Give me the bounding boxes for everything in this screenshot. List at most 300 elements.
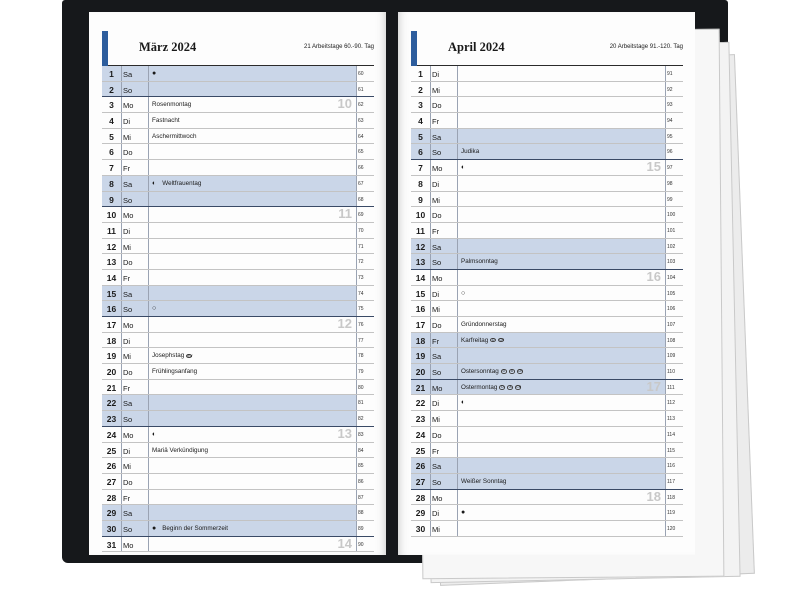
day-number: 12 xyxy=(415,241,426,252)
week-number: 15 xyxy=(646,159,661,175)
column-divider xyxy=(148,443,149,458)
column-divider xyxy=(121,97,122,112)
left-page-march xyxy=(89,12,386,555)
day-row xyxy=(411,521,683,537)
column-divider xyxy=(356,317,357,332)
column-divider xyxy=(457,490,458,505)
column-divider xyxy=(430,411,431,426)
weekday-abbrev: Do xyxy=(432,211,442,221)
day-row xyxy=(102,254,374,270)
weekend-shading xyxy=(102,395,356,410)
day-row xyxy=(411,380,683,396)
column-divider xyxy=(148,427,149,442)
column-divider xyxy=(665,458,666,473)
day-of-year: 101 xyxy=(667,227,676,234)
column-divider xyxy=(457,254,458,269)
day-number: 18 xyxy=(415,335,426,346)
day-row xyxy=(102,348,374,364)
event-label: Judika xyxy=(461,148,480,156)
day-row xyxy=(102,474,374,490)
day-number: 27 xyxy=(415,476,426,487)
day-number: 31 xyxy=(106,539,117,550)
day-number: 22 xyxy=(106,398,117,409)
weekday-abbrev: Sa xyxy=(123,179,133,189)
event-text xyxy=(152,101,191,108)
column-divider xyxy=(457,427,458,442)
day-of-year: 72 xyxy=(358,259,364,266)
column-divider xyxy=(356,207,357,222)
day-of-year: 67 xyxy=(358,180,364,187)
column-divider xyxy=(430,270,431,285)
column-divider xyxy=(665,66,666,81)
day-number: 28 xyxy=(415,492,426,503)
day-of-year: 76 xyxy=(358,322,364,328)
day-of-year: 96 xyxy=(667,149,673,156)
column-divider xyxy=(457,411,458,426)
day-of-year: 92 xyxy=(667,86,673,93)
weekday-abbrev: Di xyxy=(123,446,131,456)
workdays-info: 21 Arbeitstage 60.-90. Tag xyxy=(304,44,374,50)
weekday-abbrev: Fr xyxy=(432,336,440,346)
week-number: 16 xyxy=(646,268,661,284)
column-divider xyxy=(148,380,149,395)
event-text xyxy=(461,337,504,344)
region-badge: A xyxy=(509,384,512,389)
column-divider xyxy=(148,176,149,191)
column-divider xyxy=(457,223,458,238)
weekday-abbrev: Mi xyxy=(123,462,131,472)
region-badge: CH xyxy=(517,369,523,374)
column-divider xyxy=(430,490,431,505)
moon-half-icon: ◐ xyxy=(152,430,157,438)
column-divider xyxy=(121,82,122,97)
day-row xyxy=(102,380,374,396)
accent-bar xyxy=(411,31,417,66)
weekday-abbrev: Sa xyxy=(123,289,133,299)
day-of-year: 106 xyxy=(667,306,676,313)
weekday-abbrev: Mo xyxy=(432,493,443,503)
day-number: 23 xyxy=(106,414,117,425)
day-row xyxy=(411,176,683,192)
day-row xyxy=(102,458,374,474)
day-of-year: 111 xyxy=(667,384,675,391)
day-of-year: 79 xyxy=(358,369,364,376)
event-text xyxy=(152,180,201,187)
column-divider xyxy=(457,270,458,285)
event-text xyxy=(152,368,197,375)
column-divider xyxy=(121,505,122,520)
event-text xyxy=(152,305,162,312)
weekday-abbrev: Di xyxy=(432,289,440,299)
column-divider xyxy=(356,254,357,269)
column-divider xyxy=(665,333,666,348)
week-number: 18 xyxy=(646,488,661,504)
day-row xyxy=(102,490,374,506)
weekend-shading xyxy=(102,411,356,426)
column-divider xyxy=(430,129,431,144)
column-divider xyxy=(356,458,357,473)
column-divider xyxy=(356,301,357,316)
day-row xyxy=(102,333,374,349)
column-divider xyxy=(665,364,666,379)
event-text xyxy=(461,478,506,485)
day-row xyxy=(411,97,683,113)
event-label: Beginn der Sommerzeit xyxy=(162,524,229,532)
column-divider xyxy=(457,333,458,348)
day-of-year: 75 xyxy=(358,306,364,313)
weekend-shading xyxy=(102,82,356,97)
day-of-year: 65 xyxy=(358,149,364,156)
weekday-abbrev: So xyxy=(123,305,133,315)
day-number: 30 xyxy=(415,523,426,534)
day-row xyxy=(102,427,374,443)
day-of-year: 112 xyxy=(667,400,675,407)
weekday-abbrev: Di xyxy=(123,226,131,236)
day-number: 2 xyxy=(109,84,114,95)
day-of-year: 104 xyxy=(667,274,676,281)
day-number: 25 xyxy=(415,445,426,456)
column-divider xyxy=(356,411,357,426)
weekday-abbrev: Do xyxy=(432,321,442,330)
day-row xyxy=(411,301,683,317)
workdays-info: 20 Arbeitstage 91.-120. Tag xyxy=(609,44,683,50)
column-divider xyxy=(430,380,431,395)
column-divider xyxy=(356,144,357,159)
day-number: 1 xyxy=(109,69,114,79)
day-number: 26 xyxy=(415,461,426,472)
day-number: 25 xyxy=(106,445,117,456)
day-row xyxy=(102,82,374,98)
weekday-abbrev: Do xyxy=(123,148,133,158)
column-divider xyxy=(665,317,666,332)
column-divider xyxy=(121,458,122,473)
day-of-year: 60 xyxy=(358,71,364,77)
column-divider xyxy=(148,160,149,175)
column-divider xyxy=(430,66,431,81)
weekday-abbrev: Fr xyxy=(123,383,131,393)
day-number: 5 xyxy=(109,131,114,142)
weekday-abbrev: Mo xyxy=(432,164,443,174)
column-divider xyxy=(148,97,149,112)
column-divider xyxy=(148,537,149,552)
week-number: 13 xyxy=(337,425,352,441)
day-of-year: 68 xyxy=(358,196,364,203)
weekend-shading xyxy=(102,505,356,520)
day-number: 19 xyxy=(106,351,117,362)
column-divider xyxy=(121,270,122,285)
weekday-abbrev: Sa xyxy=(123,70,133,79)
day-number: 29 xyxy=(106,508,117,519)
column-divider xyxy=(665,192,666,207)
column-divider xyxy=(121,474,122,489)
event-text xyxy=(461,384,521,391)
column-divider xyxy=(356,270,357,285)
day-of-year: 103 xyxy=(667,259,676,266)
day-of-year: 81 xyxy=(358,400,364,407)
day-row xyxy=(102,521,374,537)
moon-full-dark-icon: ● xyxy=(152,70,157,77)
column-divider xyxy=(356,364,357,379)
column-divider xyxy=(457,301,458,316)
column-divider xyxy=(356,129,357,144)
column-divider xyxy=(356,474,357,489)
column-divider xyxy=(665,411,666,426)
column-divider xyxy=(121,348,122,363)
column-divider xyxy=(148,301,149,316)
event-text xyxy=(461,321,507,328)
column-divider xyxy=(121,207,122,222)
weekday-abbrev: Do xyxy=(123,258,133,268)
day-row xyxy=(411,348,683,364)
column-divider xyxy=(457,176,458,191)
day-row xyxy=(102,411,374,427)
day-row xyxy=(102,66,374,82)
day-row xyxy=(411,317,683,333)
column-divider xyxy=(457,239,458,254)
day-number: 14 xyxy=(106,272,117,283)
column-divider xyxy=(121,537,122,552)
day-number: 11 xyxy=(107,225,116,236)
day-row xyxy=(102,317,374,333)
column-divider xyxy=(148,144,149,159)
column-divider xyxy=(665,254,666,269)
day-row xyxy=(411,129,683,145)
right-page-april xyxy=(398,12,695,555)
day-of-year: 70 xyxy=(358,227,364,234)
column-divider xyxy=(665,395,666,410)
event-text xyxy=(152,525,228,532)
day-of-year: 78 xyxy=(358,353,364,360)
day-of-year: 102 xyxy=(667,243,676,250)
column-divider xyxy=(457,286,458,301)
event-text xyxy=(152,447,208,454)
weekend-shading xyxy=(102,192,356,207)
column-divider xyxy=(121,66,122,81)
day-number: 10 xyxy=(106,210,117,221)
day-row xyxy=(411,490,683,506)
event-text xyxy=(152,352,192,359)
column-divider xyxy=(430,301,431,316)
moon-full-dark-icon: ● xyxy=(152,524,157,532)
day-number: 24 xyxy=(106,429,117,440)
week-number: 12 xyxy=(337,316,352,331)
day-number: 5 xyxy=(418,131,423,142)
day-row xyxy=(102,505,374,521)
day-number: 14 xyxy=(415,272,426,283)
column-divider xyxy=(148,286,149,301)
column-divider xyxy=(148,192,149,207)
column-divider xyxy=(665,129,666,144)
column-divider xyxy=(148,490,149,505)
day-row xyxy=(102,239,374,255)
day-number: 4 xyxy=(418,116,423,127)
weekday-abbrev: Mo xyxy=(123,321,134,330)
column-divider xyxy=(121,176,122,191)
day-number: 23 xyxy=(415,414,426,425)
column-divider xyxy=(148,333,149,348)
column-divider xyxy=(457,113,458,128)
day-of-year: 120 xyxy=(667,525,676,532)
day-row xyxy=(102,364,374,380)
column-divider xyxy=(356,160,357,175)
column-divider xyxy=(121,395,122,410)
column-divider xyxy=(430,97,431,112)
column-divider xyxy=(665,521,666,536)
weekday-abbrev: Di xyxy=(432,399,440,409)
day-row xyxy=(411,270,683,286)
day-of-year: 117 xyxy=(667,478,675,485)
column-divider xyxy=(430,395,431,410)
day-number: 6 xyxy=(109,147,114,158)
weekday-abbrev: Do xyxy=(432,101,442,111)
column-divider xyxy=(148,348,149,363)
column-divider xyxy=(356,82,357,97)
day-row xyxy=(102,443,374,459)
day-number: 8 xyxy=(109,178,114,189)
column-divider xyxy=(665,380,666,395)
day-number: 6 xyxy=(418,147,423,158)
event-label: Fastnacht xyxy=(152,117,180,125)
weekend-shading xyxy=(102,521,356,536)
day-of-year: 110 xyxy=(667,369,675,376)
day-rows xyxy=(102,66,374,552)
column-divider xyxy=(121,427,122,442)
day-of-year: 105 xyxy=(667,290,676,297)
day-of-year: 82 xyxy=(358,416,364,423)
column-divider xyxy=(665,97,666,112)
event-text xyxy=(461,399,471,406)
day-number: 15 xyxy=(415,288,426,299)
moon-half-icon: ◐ xyxy=(461,399,466,407)
weekday-abbrev: Mi xyxy=(432,195,440,205)
column-divider xyxy=(121,380,122,395)
event-label: Frühlingsanfang xyxy=(152,368,198,376)
day-row xyxy=(102,286,374,302)
weekday-abbrev: Mo xyxy=(123,430,134,440)
moon-full-dark-icon: ● xyxy=(461,509,466,517)
column-divider xyxy=(457,207,458,222)
column-divider xyxy=(665,443,666,458)
day-row xyxy=(411,458,683,474)
column-divider xyxy=(665,505,666,520)
weekday-abbrev: Mi xyxy=(123,242,131,252)
day-number: 29 xyxy=(415,508,426,519)
day-row xyxy=(411,239,683,255)
column-divider xyxy=(356,239,357,254)
day-of-year: 98 xyxy=(667,180,673,187)
day-of-year: 85 xyxy=(358,463,364,470)
day-of-year: 86 xyxy=(358,478,364,485)
weekday-abbrev: Di xyxy=(432,509,440,519)
weekend-shading xyxy=(102,286,356,301)
weekday-abbrev: Mo xyxy=(432,383,443,393)
column-divider xyxy=(430,474,431,489)
day-of-year: 74 xyxy=(358,290,364,297)
region-badge: D xyxy=(502,369,505,374)
event-label: Palmsonntag xyxy=(461,258,498,266)
column-divider xyxy=(457,348,458,363)
day-number: 21 xyxy=(106,382,117,393)
column-divider xyxy=(665,286,666,301)
column-divider xyxy=(148,239,149,254)
day-of-year: 118 xyxy=(667,494,675,501)
day-of-year: 62 xyxy=(358,102,364,109)
column-divider xyxy=(430,427,431,442)
column-divider xyxy=(430,317,431,332)
day-of-year: 89 xyxy=(358,525,364,532)
day-of-year: 63 xyxy=(358,118,364,125)
column-divider xyxy=(665,207,666,222)
day-row xyxy=(411,223,683,239)
column-divider xyxy=(356,192,357,207)
event-label: Mariä Verkündigung xyxy=(152,446,209,454)
weekday-abbrev: Fr xyxy=(432,446,440,456)
day-number: 30 xyxy=(106,523,117,534)
day-of-year: 119 xyxy=(667,510,675,517)
column-divider xyxy=(356,395,357,410)
day-rows xyxy=(411,66,683,537)
day-row xyxy=(411,254,683,270)
column-divider xyxy=(430,458,431,473)
column-divider xyxy=(121,286,122,301)
column-divider xyxy=(430,521,431,536)
weekday-abbrev: So xyxy=(432,148,442,158)
region-badge: CH xyxy=(499,337,504,342)
day-number: 7 xyxy=(418,163,423,174)
column-divider xyxy=(457,97,458,112)
column-divider xyxy=(356,521,357,536)
day-of-year: 95 xyxy=(667,133,673,140)
day-of-year: 115 xyxy=(667,447,675,454)
weekday-abbrev: Fr xyxy=(432,226,440,236)
column-divider xyxy=(121,411,122,426)
column-divider xyxy=(457,505,458,520)
event-label: Ostermontag xyxy=(461,383,498,391)
weekday-abbrev: Mi xyxy=(432,85,440,95)
event-text xyxy=(152,117,180,124)
moon-half-icon: ◐ xyxy=(461,164,466,172)
day-number: 20 xyxy=(415,367,426,378)
column-divider xyxy=(121,443,122,458)
event-label: Aschermittwoch xyxy=(152,132,197,140)
week-number: 14 xyxy=(337,535,352,551)
day-row xyxy=(102,160,374,176)
day-row xyxy=(102,223,374,239)
day-number: 9 xyxy=(418,194,423,205)
moon-half-icon: ◐ xyxy=(152,179,157,187)
day-of-year: 80 xyxy=(358,384,364,391)
day-of-year: 94 xyxy=(667,118,673,125)
event-text xyxy=(461,258,498,265)
day-row xyxy=(411,505,683,521)
column-divider xyxy=(665,301,666,316)
day-of-year: 109 xyxy=(667,353,676,360)
day-row xyxy=(411,207,683,223)
day-number: 16 xyxy=(415,304,426,315)
day-row xyxy=(102,129,374,145)
weekday-abbrev: So xyxy=(123,524,133,534)
column-divider xyxy=(148,317,149,332)
weekday-abbrev: Sa xyxy=(123,399,133,409)
weekday-abbrev: Sa xyxy=(432,462,442,472)
event-text xyxy=(461,164,471,171)
day-of-year: 87 xyxy=(358,494,364,501)
column-divider xyxy=(430,144,431,159)
week-number: 10 xyxy=(337,96,352,112)
day-row xyxy=(411,160,683,176)
day-of-year: 90 xyxy=(358,541,364,548)
day-number: 17 xyxy=(415,320,426,330)
